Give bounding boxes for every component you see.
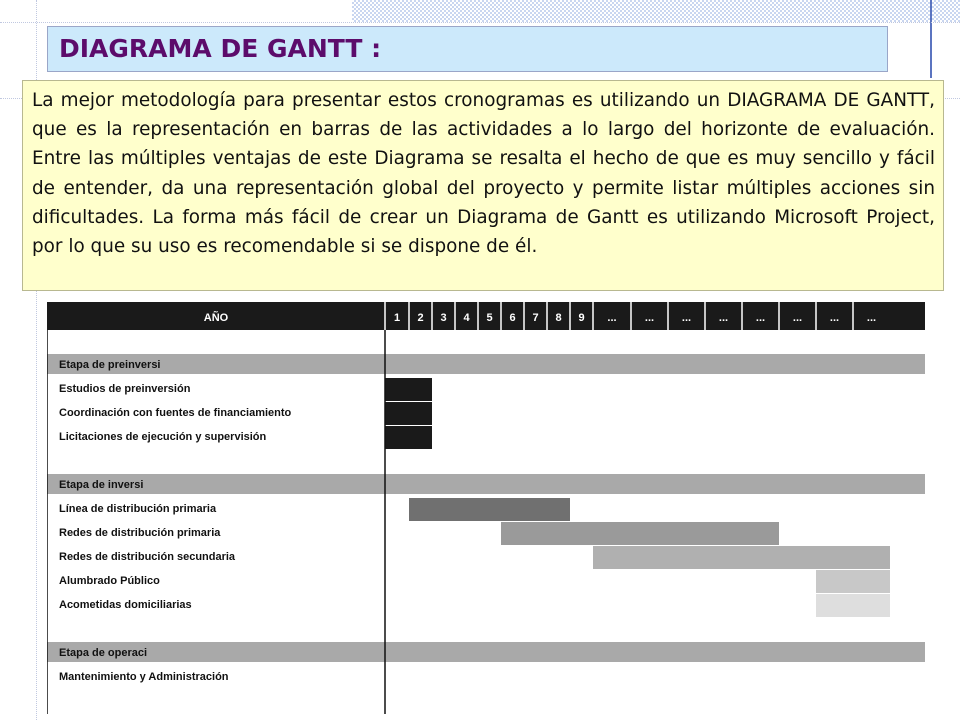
gantt-svg xyxy=(47,302,925,720)
gantt-task-label: Redes de distribución primaria xyxy=(59,527,221,539)
gantt-column-label: 4 xyxy=(463,312,470,324)
gantt-task-label: Estudios de preinversión xyxy=(59,383,191,395)
gantt-header-label: AÑO xyxy=(203,312,229,324)
gantt-task-label: Licitaciones de ejecución y supervisión xyxy=(59,431,267,443)
gantt-column-label: 7 xyxy=(532,312,539,324)
gantt-column-label: ... xyxy=(792,312,803,324)
gantt-task-bar xyxy=(385,378,432,401)
gantt-stage-label: Etapa de operaci xyxy=(59,647,148,659)
checker-pattern-decoration xyxy=(352,0,960,22)
gantt-column-label: 5 xyxy=(486,312,493,324)
gantt-column-label: 6 xyxy=(509,312,516,324)
guide-line xyxy=(0,22,960,23)
gantt-task-label: Coordinación con fuentes de financiamiento xyxy=(59,407,292,419)
gantt-task-label: Redes de distribución secundaria xyxy=(59,551,236,563)
gantt-column-label: ... xyxy=(644,312,655,324)
gantt-task-bar xyxy=(501,522,779,545)
gantt-task-bar xyxy=(385,426,432,449)
gantt-task-bar xyxy=(409,498,570,521)
gantt-task-bar xyxy=(816,570,890,593)
gantt-task-bar xyxy=(385,402,432,425)
gantt-task-label: Mantenimiento y Administración xyxy=(59,671,229,683)
gantt-stage-label: Etapa de inversi xyxy=(59,479,144,491)
gantt-task-label: Línea de distribución primaria xyxy=(59,503,217,515)
gantt-column-label: ... xyxy=(829,312,840,324)
gantt-stage-band xyxy=(47,474,925,494)
gantt-task-label: Acometidas domiciliarias xyxy=(59,599,192,611)
gantt-column-label: ... xyxy=(718,312,729,324)
gantt-column-label: 9 xyxy=(578,312,585,324)
gantt-column-label: 8 xyxy=(555,312,562,324)
gantt-stage-band xyxy=(47,354,925,374)
title-banner xyxy=(47,26,888,72)
accent-line xyxy=(930,0,932,78)
gantt-column-label: ... xyxy=(866,312,877,324)
gantt-chart xyxy=(47,302,925,724)
description-text: La mejor metodología para presentar estos cronogramas es utilizando un DIAGRAMA DE GANTT, que es la representación en barras de las actividades a lo largo del horizonte de evaluación. Entre las múltiples ventajas de este Diagrama se resalta el hecho de que es muy sencillo y fácil de entender, da una representación global del proyecto y permite listar múltiples acciones sin dificultades. La forma más fácil de crear un Diagrama de Gantt es utilizando Microsoft Project, por lo que su uso es recomendable si se dispone de él. xyxy=(32,90,935,258)
gantt-column-label: 2 xyxy=(417,312,424,324)
gantt-stage-label: Etapa de preinversi xyxy=(59,359,161,371)
gantt-column-label: ... xyxy=(607,312,617,324)
gantt-column-label: ... xyxy=(755,312,766,324)
gantt-column-label: 3 xyxy=(440,312,447,324)
page-title: DIAGRAMA DE GANTT : xyxy=(59,34,382,63)
gantt-task-label: Alumbrado Público xyxy=(59,575,160,587)
gantt-task-bar xyxy=(593,546,890,569)
gantt-task-bar xyxy=(816,594,890,617)
gantt-column-label: ... xyxy=(681,312,692,324)
gantt-stage-band xyxy=(47,642,925,662)
description-box xyxy=(22,80,944,291)
gantt-column-label: 1 xyxy=(393,312,401,324)
